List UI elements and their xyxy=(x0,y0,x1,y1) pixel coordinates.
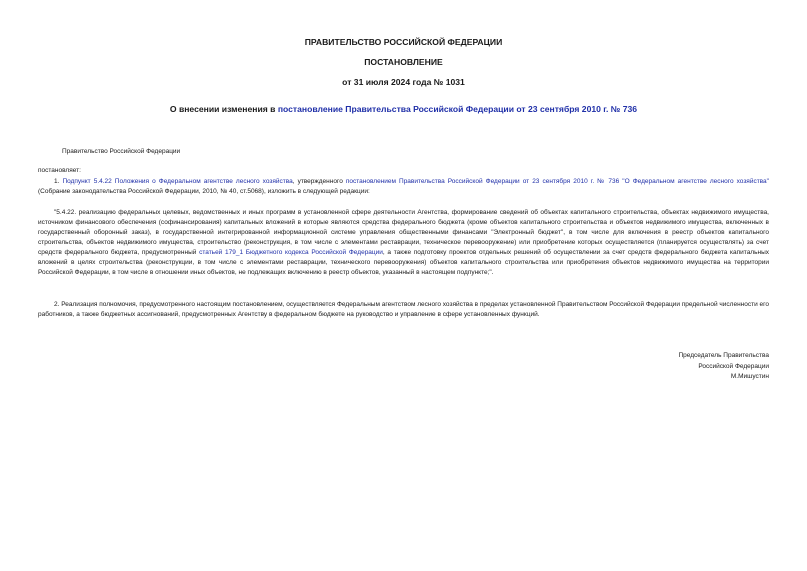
document-title xyxy=(0,104,807,114)
subclause-link[interactable]: Подпункт 5.4.22 Положения о Федеральном агентстве лесного хозяйства xyxy=(62,178,293,185)
signature-org: Российской Федерации xyxy=(698,362,769,370)
paragraph-2: 2. Реализация полномочия, предусмотренного настоящим постановлением, осуществляется Федеральным агентством лесного хозяйства в пределах установленной Правительством Российской Федерации предельной численности его работников, а также бюджетных ассигнований, предусмотренных Агентству в федеральном бюджете на руководство и управление в сфере установленных функций. xyxy=(38,301,769,318)
signature-block xyxy=(678,351,769,383)
title-link[interactable]: постановление Правительства Российской Федерации от 23 сентября 2010 г. № 736 xyxy=(277,104,638,114)
budget-code-link[interactable]: статьей 179_1 Бюджетного кодекса Российской Федерации xyxy=(199,249,383,256)
quoted-clause-text-b: , а также подготовку проектов отдельных решений об осуществлении за счет средств федерального бюджета капитальных вложений в целях строительства (реконструкции, в том числе с элементами реставрации, технического перевооружения) объектов капитального строительства или приобретения объектов недвижимого имущества на территории Российской Федерации, в том числе в отношении иных объектов, не подлежащих включению в реестр объектов, указанный в настоящем подпункте;". xyxy=(38,249,769,276)
paragraph-1-text-b: (Собрание законодательства Российской Федерации, 2010, № 40, ст.5068), изложить в следующей редакции: xyxy=(38,188,370,195)
signature-title: Председатель Правительства xyxy=(678,352,769,359)
signature-name: М.Мишустин xyxy=(730,373,769,380)
paragraph-1-number: 1. xyxy=(54,178,63,185)
paragraph-1-text-a: , утвержденного xyxy=(292,178,346,185)
government-line: Правительство Российской Федерации xyxy=(62,148,181,155)
quoted-clause-text-a: "5.4.22. реализацию федеральных целевых, ведомственных и иных программ в установленной сфере деятельности Агентства, формирование сведений об объектах капитального строительства, объектах недвижимого имущества, источником финансового обеспечения (софинансирования) капитальных вложений в которые являются средства федерального бюджета (кроме объектов капитального строительства и объектов недвижимого имущества, включенных в государственный оборонный заказ), в государственной интегрированной информационной системе управления общественными финансами "Электронный бюджет", в том числе для включения в реестр объектов капитального строительства, объектов недвижимого имущества, строительство (реконструкция, в том числе с элементами реставрации, техническое перевооружение) или приобретение которых осуществляется (планируется осуществлять) за счет средств федерального бюджета, предусмотренный xyxy=(38,209,769,256)
quoted-clause xyxy=(38,208,769,278)
decrees-line: постановляет: xyxy=(38,167,81,174)
document-date-number: от 31 июля 2024 года № 1031 xyxy=(342,77,465,87)
resolution-link[interactable]: постановлением Правительства Российской Федерации от 23 сентября 2010 г. № 736 "О Федеральном агентстве лесного хозяйства" xyxy=(345,178,769,185)
government-heading: ПРАВИТЕЛЬСТВО РОССИЙСКОЙ ФЕДЕРАЦИИ xyxy=(304,37,503,47)
document-type: ПОСТАНОВЛЕНИЕ xyxy=(364,57,443,67)
title-prefix: О внесении изменения в xyxy=(169,104,278,114)
paragraph-1 xyxy=(38,177,769,197)
